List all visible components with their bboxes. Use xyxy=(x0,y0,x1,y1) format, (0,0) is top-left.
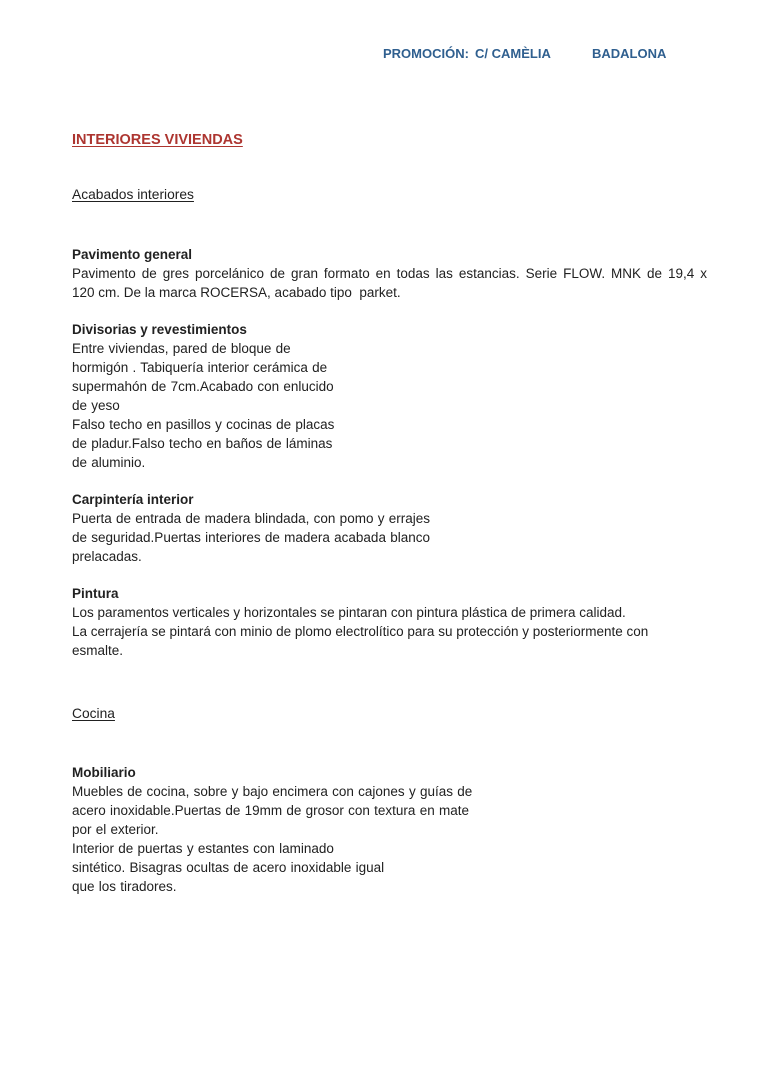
paragraph-line: Interior de puertas y estantes con laminado xyxy=(72,841,334,856)
heading-carpinteria-interior: Carpintería interior xyxy=(72,492,194,507)
paragraph-line: hormigón . Tabiquería interior cerámica de xyxy=(72,360,328,375)
subtitle-acabados-interiores: Acabados interiores xyxy=(72,187,194,202)
paragraph-line: que los tiradores. xyxy=(72,879,177,894)
section-pavimento-general xyxy=(72,245,707,302)
promo-header xyxy=(0,46,763,64)
paragraph-line: de pladur.Falso techo en baños de láminas xyxy=(72,436,333,451)
paragraph-line: Pavimento de gres porcelánico de gran formato en todas las estancias. Serie FLOW. MNK de 19,4 x xyxy=(72,266,707,281)
section-pintura xyxy=(72,584,648,660)
section-divisorias-revestimientos xyxy=(72,320,334,472)
paragraph-line: Entre viviendas, pared de bloque de xyxy=(72,341,291,356)
paragraph-line: por el exterior. xyxy=(72,822,159,837)
paragraph-line: Muebles de cocina, sobre y bajo encimera con cajones y guías de xyxy=(72,784,473,799)
paragraph-line: esmalte. xyxy=(72,643,124,658)
promo-street: C/ CAMÈLIA xyxy=(475,46,551,61)
paragraph-line: Puerta de entrada de madera blindada, con pomo y errajes xyxy=(72,511,430,526)
section-mobiliario xyxy=(72,763,472,896)
paragraph-line: prelacadas. xyxy=(72,549,142,564)
heading-mobiliario: Mobiliario xyxy=(72,765,136,780)
heading-divisorias-revestimientos: Divisorias y revestimientos xyxy=(72,322,247,337)
paragraph-line: de seguridad.Puertas interiores de madera acabada blanco xyxy=(72,530,430,545)
paragraph-line: de yeso xyxy=(72,398,120,413)
paragraph-line: Falso techo en pasillos y cocinas de placas xyxy=(72,417,335,432)
paragraph-line: sintético. Bisagras ocultas de acero inoxidable igual xyxy=(72,860,385,875)
document-title: INTERIORES VIVIENDAS xyxy=(72,132,243,148)
subtitle-cocina: Cocina xyxy=(72,706,115,721)
promo-city: BADALONA xyxy=(592,46,667,61)
paragraph-line: Los paramentos verticales y horizontales se pintaran con pintura plástica de primera calidad. xyxy=(72,605,626,620)
paragraph-line: de aluminio. xyxy=(72,455,146,470)
promo-label: PROMOCIÓN: xyxy=(383,46,469,61)
paragraph-line: 120 cm. De la marca ROCERSA, acabado tipo parket. xyxy=(72,285,401,300)
heading-pintura: Pintura xyxy=(72,586,119,601)
section-carpinteria-interior xyxy=(72,490,430,566)
paragraph-line: La cerrajería se pintará con minio de plomo electrolítico para su protección y posteriormente con xyxy=(72,624,649,639)
heading-pavimento-general: Pavimento general xyxy=(72,247,193,262)
paragraph-line: acero inoxidable.Puertas de 19mm de grosor con textura en mate xyxy=(72,803,469,818)
paragraph-line: supermahón de 7cm.Acabado con enlucido xyxy=(72,379,334,394)
